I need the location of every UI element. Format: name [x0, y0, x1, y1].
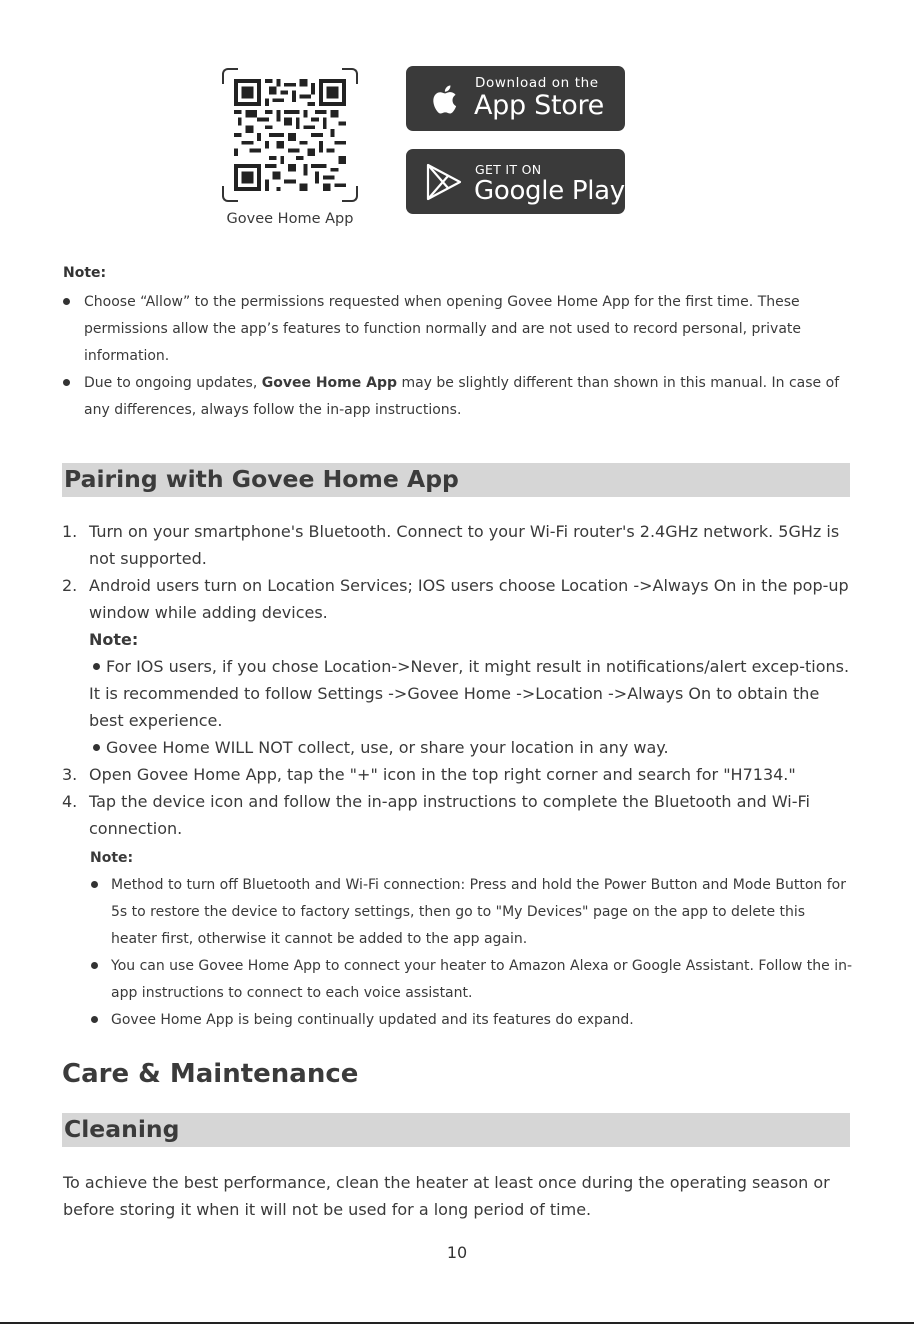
step-1 — [62, 518, 854, 572]
cleaning-section-header — [62, 1113, 850, 1147]
bullet-icon — [93, 663, 100, 670]
step-text: Tap the device icon and follow the in-app instructions to complete the Bluetooth and Wi-Fi connection. — [89, 792, 810, 838]
step-4-note-label: Note: — [90, 850, 134, 866]
google-play-logo-icon — [424, 161, 466, 203]
note-list — [63, 289, 853, 424]
step-4-note-bullet-2: You can use Govee Home App to connect your heater to Amazon Alexa or Google Assistant. Follow the in-app instructions to connect to each voice assistant. — [89, 953, 854, 1007]
step-number: 1. — [62, 522, 78, 541]
google-play-badge[interactable] — [406, 149, 625, 214]
note-item-permissions: Choose “Allow” to the permissions requested when opening Govee Home App for the first time. These permissions allow the app’s features to function normally and are not used to record personal, private information. — [63, 289, 853, 370]
step-number: 3. — [62, 765, 78, 784]
step-2 — [62, 572, 854, 761]
apple-logo-icon — [424, 78, 466, 120]
qr-code-block — [222, 68, 358, 227]
step-2-note-bullet-2: Govee Home WILL NOT collect, use, or share your location in any way. — [89, 734, 854, 761]
step-text: Android users turn on Location Services; IOS users choose Location ->Always On in the pop-up window while adding devices. — [89, 576, 849, 622]
bullet-icon — [93, 744, 100, 751]
qr-frame — [222, 68, 358, 202]
govee-home-app-bold: Govee Home App — [261, 375, 398, 391]
step-2-note-bullet-1: For IOS users, if you chose Location->Never, it might result in notifications/alert excep-tions. It is recommended to follow Settings ->Govee Home ->Location ->Always On to obtain the best experience. — [89, 657, 850, 730]
cleaning-paragraph: To achieve the best performance, clean the heater at least once during the operating season or before storing it when it will not be used for a long period of time. — [63, 1173, 830, 1219]
cleaning-heading: Cleaning — [64, 1115, 180, 1143]
google-play-big-text: Google Play — [474, 176, 625, 206]
app-store-small-text: Download on the — [475, 75, 599, 91]
pairing-section-header — [62, 463, 850, 497]
pairing-steps — [62, 518, 854, 1034]
pairing-heading: Pairing with Govee Home App — [64, 465, 459, 493]
step-2-note-label: Note: — [89, 630, 139, 649]
step-4-note-bullet-3: Govee Home App is being continually updated and its features do expand. — [89, 1007, 854, 1034]
app-store-badge[interactable] — [406, 66, 625, 131]
step-text: Turn on your smartphone's Bluetooth. Connect to your Wi-Fi router's 2.4GHz network. 5GHz is not supported. — [89, 522, 840, 568]
qr-code-image — [234, 79, 346, 191]
step-number: 2. — [62, 576, 78, 595]
care-maintenance-heading: Care & Maintenance — [62, 1059, 359, 1089]
step-3 — [62, 761, 854, 788]
page-number: 10 — [446, 1243, 468, 1262]
step-4-note-list — [89, 872, 854, 1034]
app-store-big-text: App Store — [474, 90, 604, 121]
step-text: Open Govee Home App, tap the "+" icon in the top right corner and search for "H7134." — [89, 765, 796, 784]
qr-caption: Govee Home App — [226, 211, 354, 227]
note-label: Note: — [63, 265, 107, 281]
step-4-note-bullet-1: Method to turn off Bluetooth and Wi-Fi connection: Press and hold the Power Button and Mode Button for 5s to restore the device to factory settings, then go to "My Devices" page on the app to delete this heater first, otherwise it cannot be added to the app again. — [89, 872, 854, 953]
note-item-updates: Due to ongoing updates, Govee Home App may be slightly different than shown in this manual. In case of any differences, always follow the in-app instructions. — [63, 370, 853, 424]
google-play-small-text: GET IT ON — [475, 162, 542, 177]
step-number: 4. — [62, 792, 78, 811]
step-4 — [62, 788, 854, 1034]
